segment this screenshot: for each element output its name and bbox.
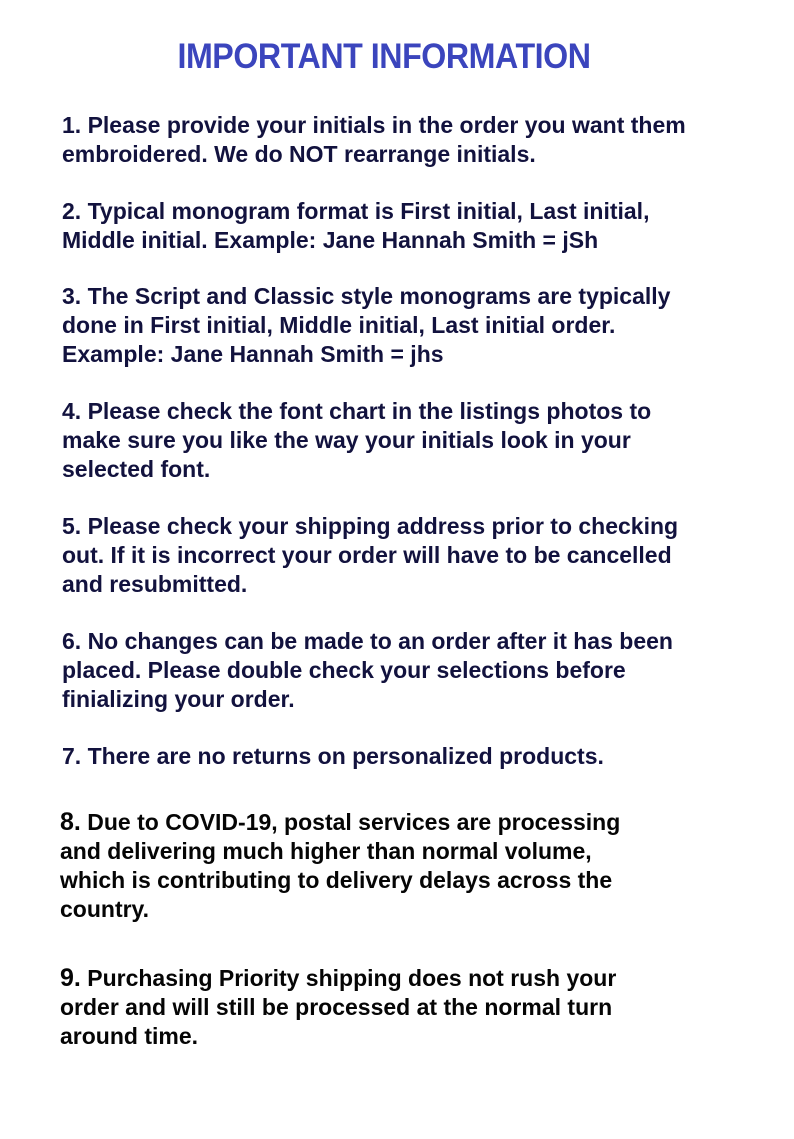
- item-line-text: Due to COVID-19, postal services are processing: [80, 809, 621, 835]
- info-item-6: [62, 627, 762, 714]
- info-item-9: [60, 964, 760, 1051]
- item-line: around time.: [60, 1023, 199, 1049]
- item-number: 9.: [60, 964, 81, 992]
- item-line: 4. Please check the font chart in the listings photos to: [62, 398, 652, 424]
- item-line: 7. There are no returns on personalized products.: [62, 743, 604, 769]
- info-item-1: [62, 111, 762, 169]
- item-line: Middle initial. Example: Jane Hannah Smith = jSh: [62, 227, 599, 253]
- info-item-8: [60, 808, 760, 924]
- item-line: Example: Jane Hannah Smith = jhs: [62, 341, 444, 367]
- item-line: placed. Please double check your selections before: [62, 657, 626, 683]
- item-line: 6. No changes can be made to an order after it has been: [62, 628, 673, 654]
- item-line: 5. Please check your shipping address prior to checking: [62, 513, 679, 539]
- item-line: selected font.: [62, 456, 211, 482]
- item-line: which is contributing to delivery delays across the: [60, 867, 613, 893]
- item-line: embroidered. We do NOT rearrange initials.: [62, 141, 536, 167]
- page-title: IMPORTANT INFORMATION: [177, 37, 591, 76]
- item-line: order and will still be processed at the normal turn: [60, 994, 613, 1020]
- info-item-3: [62, 282, 762, 369]
- info-item-4: [62, 397, 762, 484]
- item-line: and delivering much higher than normal volume,: [60, 838, 592, 864]
- info-item-2: [62, 197, 762, 255]
- item-line: 3. The Script and Classic style monograms are typically: [62, 283, 671, 309]
- item-first-line: [60, 964, 760, 993]
- item-first-line: [60, 808, 760, 837]
- item-line: 1. Please provide your initials in the order you want them: [62, 112, 686, 138]
- item-line: and resubmitted.: [62, 571, 248, 597]
- item-line: 2. Typical monogram format is First initial, Last initial,: [62, 198, 650, 224]
- item-line: country.: [60, 896, 150, 922]
- item-line-text: Purchasing Priority shipping does not rush your: [80, 965, 617, 991]
- item-line: done in First initial, Middle initial, Last initial order.: [62, 312, 616, 338]
- info-item-5: [62, 512, 762, 599]
- item-number: 8.: [60, 808, 81, 836]
- info-item-7: [62, 742, 762, 771]
- item-line: out. If it is incorrect your order will have to be cancelled: [62, 542, 672, 568]
- item-line: make sure you like the way your initials look in your: [62, 427, 631, 453]
- item-line: finializing your order.: [62, 686, 295, 712]
